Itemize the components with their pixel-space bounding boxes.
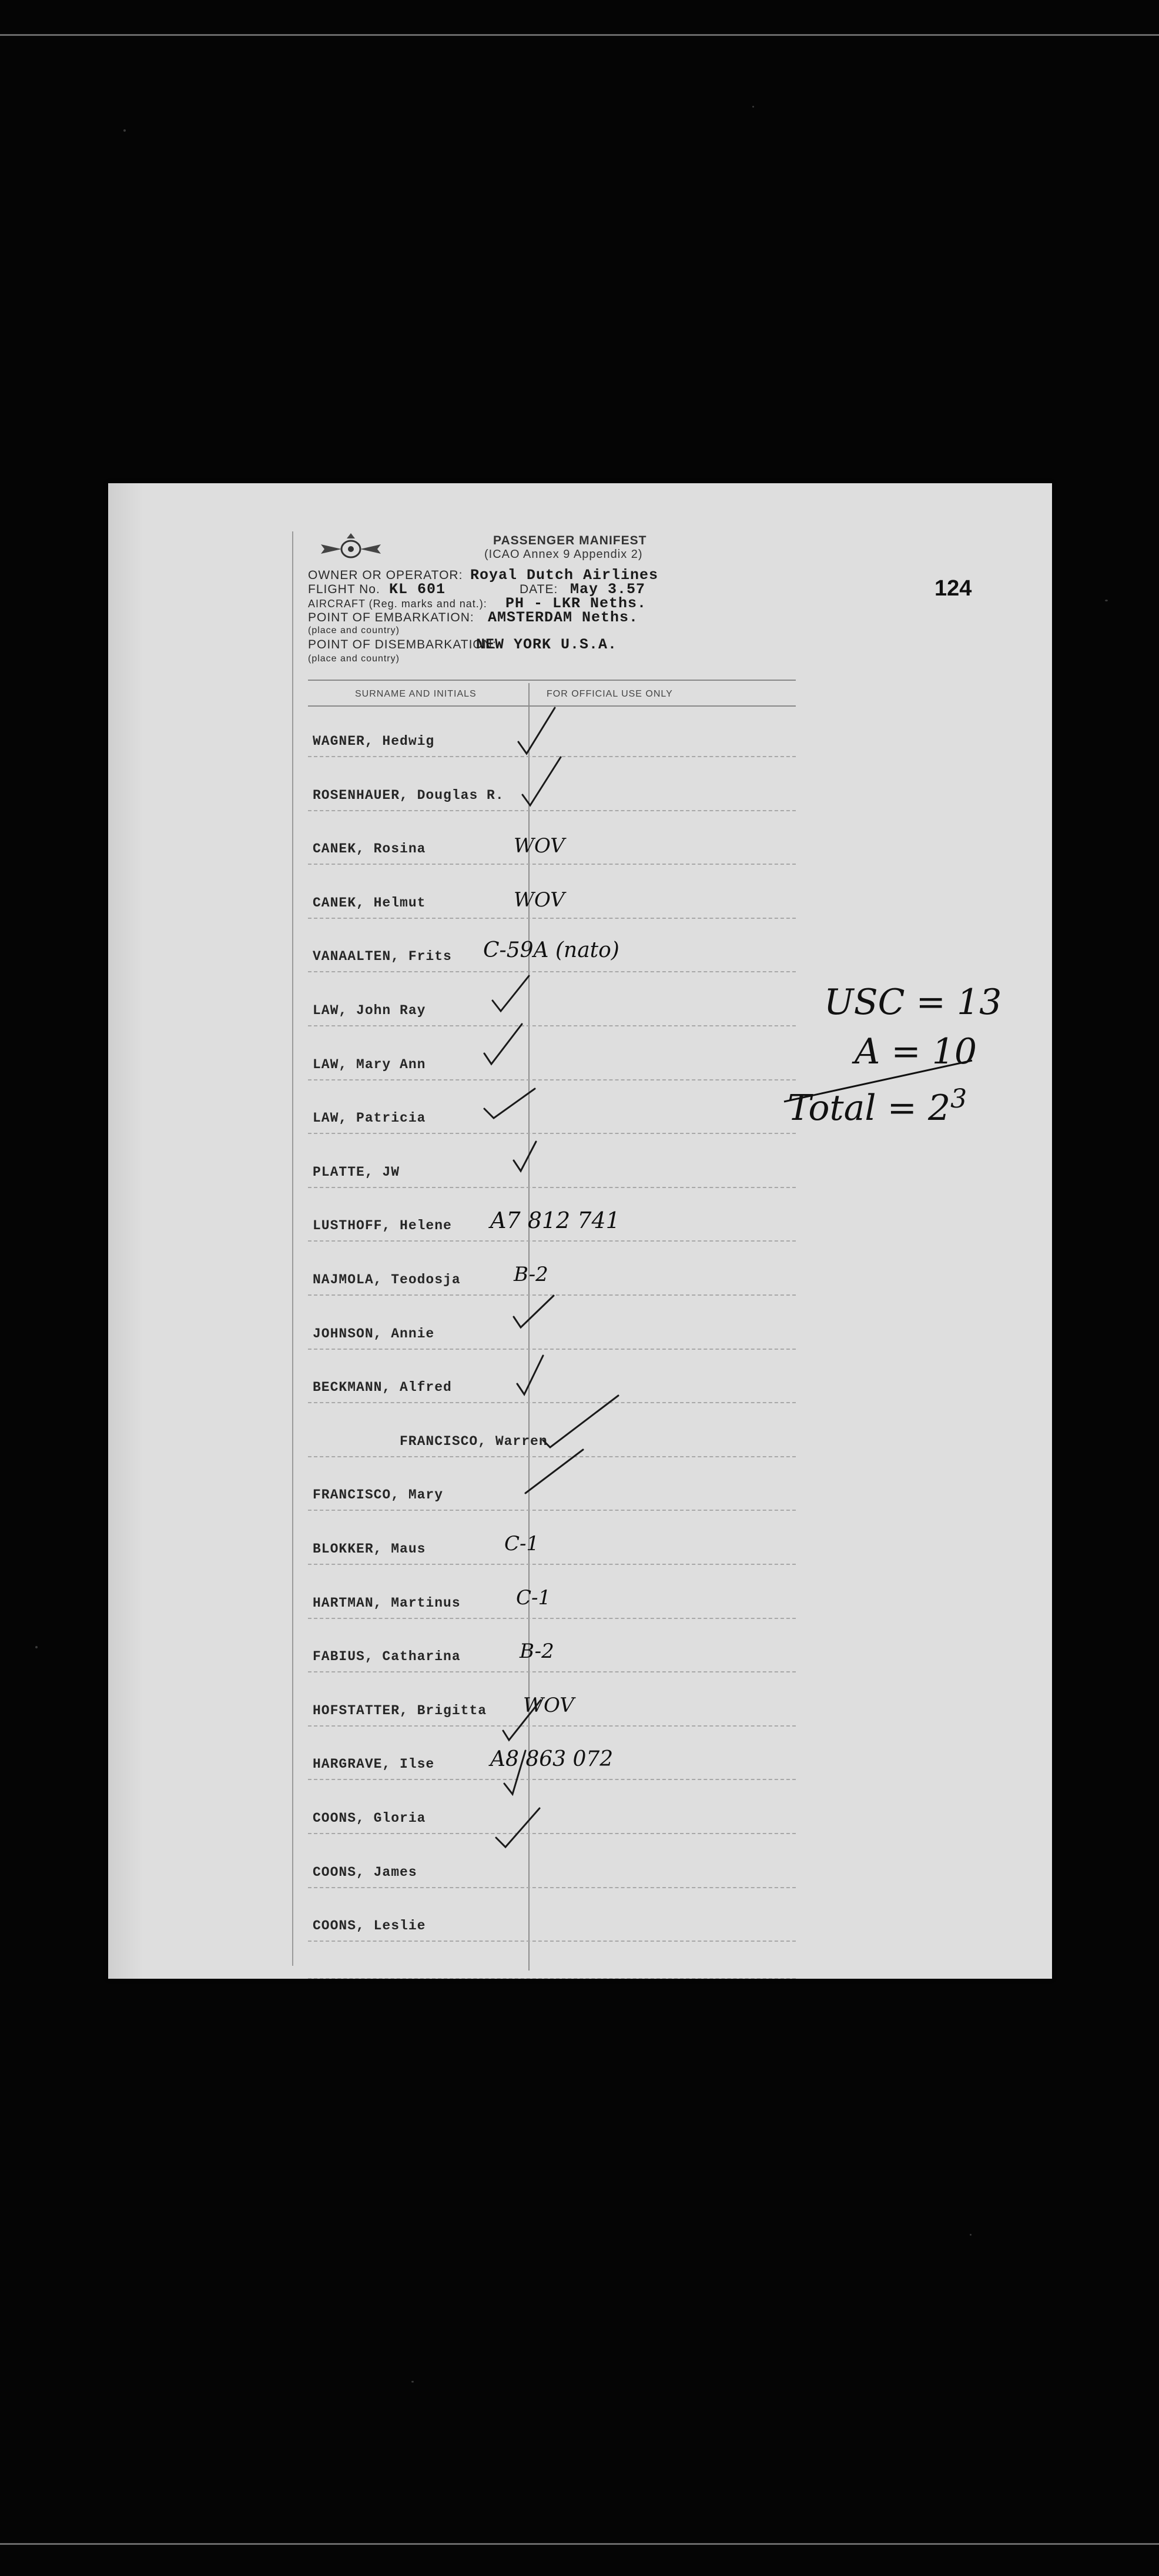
field-label-date: DATE:	[520, 583, 558, 596]
passenger-name: LAW, Mary Ann	[313, 1057, 426, 1072]
field-value-date: May 3.57	[570, 581, 646, 598]
film-edge-top	[0, 34, 1159, 36]
passenger-name: FRANCISCO, Mary	[313, 1487, 444, 1503]
tally-total-text: Total = 2	[788, 1088, 951, 1129]
passenger-name: COONS, Leslie	[313, 1918, 426, 1933]
field-label-place-1: (place and country)	[308, 625, 400, 635]
field-label-aircraft: AIRCRAFT (Reg. marks and nat.):	[308, 598, 487, 610]
check-marks	[108, 483, 1052, 1979]
field-label-flight: FLIGHT No.	[308, 583, 380, 596]
passenger-name: HARGRAVE, Ilse	[313, 1757, 435, 1772]
check-mark-icon	[543, 1396, 618, 1447]
passenger-name: HARTMAN, Martinus	[313, 1595, 461, 1611]
form-subtitle: (ICAO Annex 9 Appendix 2)	[484, 548, 643, 561]
official-use-note: WOV	[514, 888, 565, 912]
check-mark-icon	[522, 757, 561, 805]
passenger-name: NAJMOLA, Teodosja	[313, 1272, 461, 1287]
official-use-note: A7 812 741	[490, 1207, 620, 1233]
field-label-place-2: (place and country)	[308, 654, 400, 664]
official-use-note: A8 863 072	[490, 1747, 614, 1771]
check-mark-icon	[503, 1700, 541, 1740]
check-mark-icon	[496, 1808, 540, 1847]
passenger-name: COONS, James	[313, 1865, 417, 1880]
check-mark-icon	[517, 1356, 543, 1394]
field-value-embarkation: AMSTERDAM Neths.	[488, 609, 639, 626]
tally-a: A = 10	[855, 1031, 977, 1072]
field-value-owner: Royal Dutch Airlines	[470, 567, 659, 584]
film-speck	[1105, 600, 1108, 601]
official-use-note: C-1	[504, 1532, 540, 1555]
field-label-disembarkation: POINT OF DISEMBARKATION:	[308, 638, 497, 651]
film-speck	[123, 129, 126, 132]
field-value-flight: KL 601	[389, 581, 446, 598]
official-use-note: WOV	[514, 834, 565, 858]
column-header-official: FOR OFFICIAL USE ONLY	[547, 689, 673, 699]
film-edge-bottom	[0, 2543, 1159, 2545]
passenger-name: FABIUS, Catharina	[313, 1649, 461, 1664]
film-speck	[35, 1646, 38, 1648]
passenger-name: LAW, Patricia	[313, 1110, 426, 1126]
column-header-surname: SURNAME AND INITIALS	[355, 689, 477, 699]
passenger-name: FRANCISCO, Warren	[400, 1434, 548, 1449]
passenger-name: JOHNSON, Annie	[313, 1326, 435, 1341]
field-value-aircraft: PH - LKR Neths.	[505, 595, 647, 612]
field-value-disembarkation: NEW YORK U.S.A.	[476, 636, 618, 653]
field-label-embarkation: POINT OF EMBARKATION:	[308, 611, 474, 624]
check-mark-icon	[525, 1450, 583, 1493]
official-use-note: C-1	[516, 1586, 551, 1610]
official-use-note: B-2	[514, 1263, 548, 1286]
passenger-name: LUSTHOFF, Helene	[313, 1218, 452, 1233]
passenger-name: LAW, John Ray	[313, 1003, 426, 1018]
official-use-note: B-2	[520, 1640, 554, 1663]
page-number: 124	[934, 576, 972, 601]
passenger-name: WAGNER, Hedwig	[313, 734, 435, 749]
passenger-name: BLOKKER, Maus	[313, 1541, 426, 1557]
passenger-name: ROSENHAUER, Douglas R.	[313, 788, 504, 803]
check-mark-icon	[504, 1751, 525, 1794]
tally-total-superscript: 3	[950, 1084, 967, 1114]
film-speck	[411, 2381, 414, 2383]
film-speck	[970, 2234, 972, 2236]
official-use-note: WOV	[523, 1694, 574, 1717]
passenger-name: BECKMANN, Alfred	[313, 1380, 452, 1395]
film-speck	[752, 106, 754, 108]
tally-usc: USC = 13	[824, 982, 1002, 1023]
official-use-note: C-59A (nato)	[483, 938, 619, 962]
passenger-name: PLATTE, JW	[313, 1165, 400, 1180]
passenger-name: HOFSTATTER, Brigitta	[313, 1703, 487, 1718]
passenger-name: CANEK, Rosina	[313, 841, 426, 857]
check-mark-icon	[484, 1089, 535, 1118]
check-mark-icon	[518, 708, 555, 754]
form-title: PASSENGER MANIFEST	[493, 534, 647, 547]
check-mark-icon	[514, 1142, 536, 1171]
passenger-name: VANAALTEN, Frits	[313, 949, 452, 964]
check-mark-icon	[493, 976, 529, 1011]
manifest-sheet	[108, 483, 1052, 1979]
check-mark-icon	[484, 1024, 522, 1064]
passenger-name: CANEK, Helmut	[313, 895, 426, 911]
field-label-owner: OWNER OR OPERATOR:	[308, 568, 463, 582]
passenger-name: COONS, Gloria	[313, 1811, 426, 1826]
check-mark-icon	[514, 1296, 554, 1327]
